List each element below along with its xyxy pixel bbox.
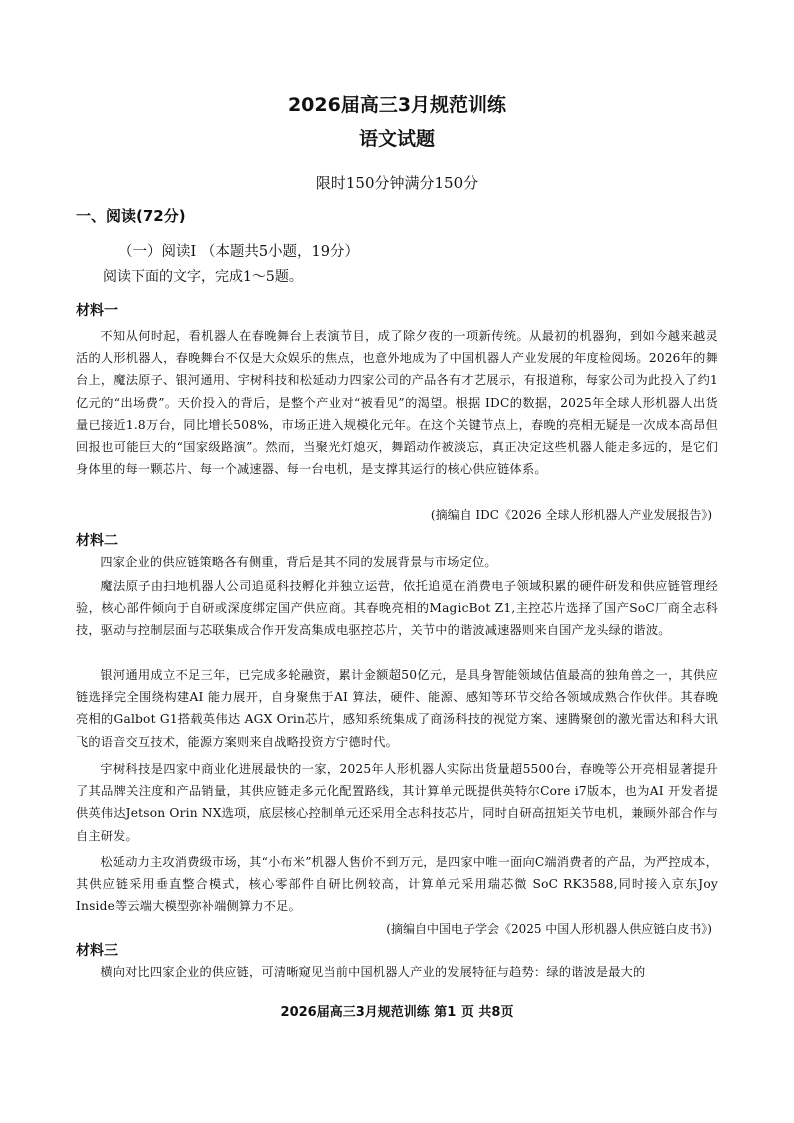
material3-label: 材料三 xyxy=(76,943,118,959)
material3-paragraph: 横向对比四家企业的供应链，可清晰窥见当前中国机器人产业的发展特征与趋势：绿的谐波是最大的 xyxy=(100,965,646,979)
material2-paragraph: 松延动力主攻消费级市场，其“小布米”机器人售价不到万元，是四家中唯一面向C端消费者的产品，为严控成本，其供应链采用垂直整合模式，核心零部件自研比例较高，计算单元采用瑞芯微 SoC RK3588,同时接入京东Joy Inside等云端大模型弥补端侧算力不足。 xyxy=(76,855,718,914)
material2-label: 材料二 xyxy=(76,533,118,549)
instruction-text: 阅读下面的文字，完成1～5题。 xyxy=(103,269,303,285)
time-limit: 限时150分钟满分150分 xyxy=(315,174,479,192)
material1-source: (摘编自 IDC《2026 全球人形机器人产业发展报告》) xyxy=(430,508,712,522)
material2-paragraph: 魔法原子由扫地机器人公司追觅科技孵化并独立运营，依托追觅在消费电子领域积累的硬件研发和供应链管理经验，核心部件倾向于自研或深度绑定国产供应商。其春晚亮相的MagicBot Z1,主控芯片选择了国产SoC厂商全志科技，驱动与控制层面与芯联集成合作开发高集成电驱控芯片，关节中的谐波减速器则来自国产龙头绿的谐波。 xyxy=(76,579,718,638)
material2-paragraph: 银河通用成立不足三年，已完成多轮融资，累计金额超50亿元，是具身智能领域估值最高的独角兽之一，其供应链选择完全围绕构建AI 能力展开，自身聚焦于AI 算法，硬件、能源、感知等环节交给各领域成熟合作伙伴。其春晚亮相的Galbot G1搭载英伟达 AGX Orin芯片，感知系统集成了商汤科技的视觉方案、速腾聚创的激光雷达和科大讯飞的语音交互技术，能源方案则来自战略投资方宁德时代。 xyxy=(76,668,718,749)
material1-paragraph: 不知从何时起，看机器人在春晚舞台上表演节目，成了除夕夜的一项新传统。从最初的机器狗，到如今越来越灵活的人形机器人，春晚舞台不仅是大众娱乐的焦点，也意外地成为了中国机器人产业发展的年度检阅场。2026年的舞台上，魔法原子、银河通用、宇树科技和松延动力四家公司的产品各有才艺展示，有报道称，每家公司为此投入了约1亿元的“出场费”。天价投入的背后，是整个产业对“被看见”的渴望。根据 IDC的数据，2025年全球人形机器人出货量已接近1.8万台，同比增长508%，市场正进入规模化元年。在这个关键节点上，春晚的亮相无疑是一次成本高昂但回报也可能巨大的“国家级路演”。然而，当聚光灯熄灭，舞蹈动作被淡忘，真正决定这些机器人能走多远的，是它们身体里的每一颗芯片、每一个减速器、每一台电机，是支撑其运行的核心供应链体系。 xyxy=(76,329,718,477)
section-heading: 一、阅读(72分) xyxy=(76,207,186,225)
exam-subtitle: 语文试题 xyxy=(358,128,435,150)
material2-paragraph: 四家企业的供应链策略各有侧重，背后是其不同的发展背景与市场定位。 xyxy=(100,555,497,569)
page-footer: 2026届高三3月规范训练 第1 页 共8页 xyxy=(280,1005,514,1020)
sub-section-heading: （一）阅读I （本题共5小题，19分） xyxy=(118,244,360,260)
material1-label: 材料一 xyxy=(76,303,118,319)
material2-paragraph: 宇树科技是四家中商业化进展最快的一家，2025年人形机器人实际出货量超5500台，春晚等公开亮相显著提升了其品牌关注度和产品销量，其供应链走多元化配置路线，其计算单元既提供英特尔Core i7版本，也为AI 开发者提供英伟达Jetson Orin NX选项，底层核心控制单元还采用全志科技芯片，同时自研高扭矩关节电机，兼顾外部合作与自主研发。 xyxy=(76,762,718,843)
exam-title: 2026届高三3月规范训练 xyxy=(287,94,507,116)
material2-source: (摘编自中国电子学会《2025 中国人形机器人供应链白皮书》) xyxy=(386,922,712,936)
